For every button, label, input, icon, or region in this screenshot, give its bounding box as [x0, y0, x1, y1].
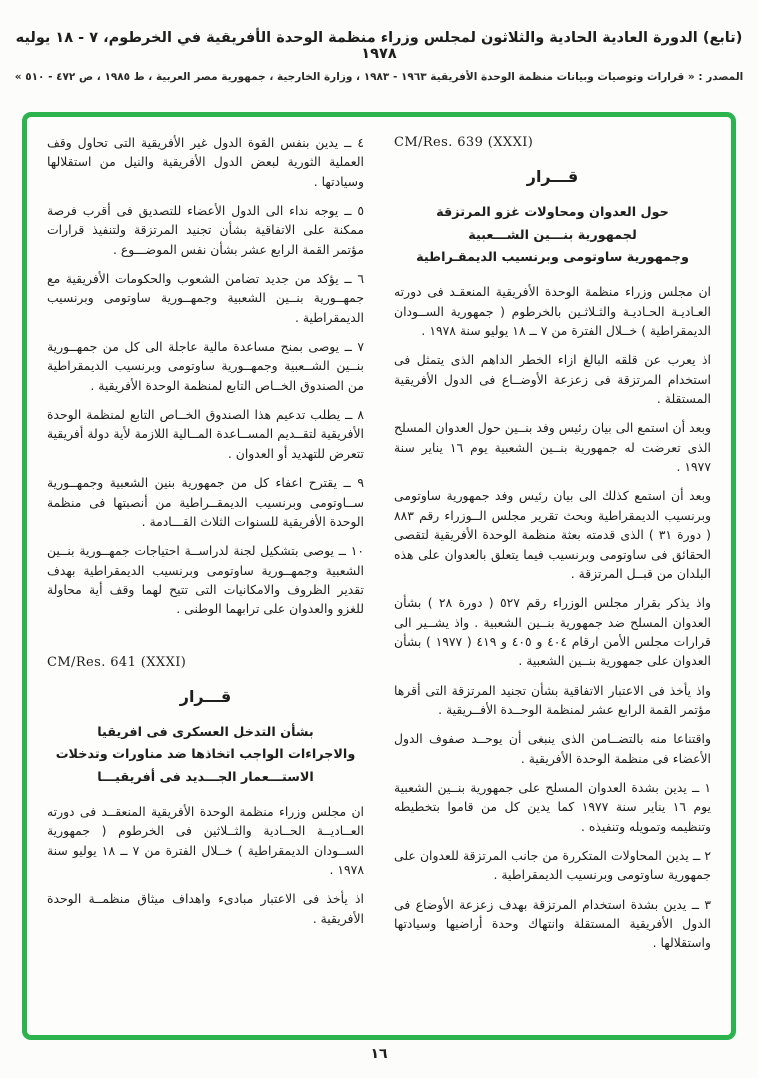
resolution-paragraph: واذ يذكر بقرار مجلس الوزراء رقم ٥٢٧ ( دورة ٢٨ ) بشأن العدوان المسلح ضد جمهورية بنــين الشعبية . واذ يشــير الى قرارات مجلس الأمن ارقام ٤٠٤ و ٤٠٥ و ٤١٩ ( ١٩٧٧ ) بشأن العدوان على جمهورية بنــين الشعبية .	[394, 595, 711, 669]
resolution-paragraph: وبعد أن استمع كذلك الى بيان رئيس وفد جمهورية ساوتومى وبرنسيب الديمقراطية وبحث تقرير مجلس الــوزراء رقم ٨٨٣ ( دورة ٣١ ) الذى قدمته بعثة منظمة الوحدة الأفريقية لتقصى الحقائق فى ساوتومى وبرنسيب فيما يتعلق بالعدوان على هذه البلدان من قبــل المرتزقة .	[394, 488, 711, 581]
resolution-paragraph: واقتناعا منه بالتضــامن الذى ينبغى أن يوحــد صفوف الدول الأعضاء فى منظمة الوحدة الأفريقية .	[394, 731, 711, 766]
resolution-title-line: بشأن التدخل العسكرى فى افريقيا	[97, 724, 314, 740]
resolution-title-line: حول العدوان ومحاولات غزو المرتزقة	[436, 205, 669, 221]
resolution-operative-item: ٧ ــ يوصى بمنح مساعدة مالية عاجلة الى كل من جمهــورية بنــين الشــعبية وجمهــورية ساوتومى وبرنسيب الديمقراطية من الصندوق الخــاص التابع لمنظمة الوحدة الأفريقية .	[47, 339, 364, 393]
resolution-ref-641: CM/Res. 641 (XXXI)	[47, 654, 187, 670]
resolution-639-heading: قـــرار	[526, 167, 579, 187]
resolution-title-line: الاستـــعمار الجـــديد فى أفريقيـــا	[97, 769, 314, 785]
column-left	[47, 133, 364, 1023]
resolution-title-line: لجمهورية بنـــين الشـــعبية	[468, 227, 637, 243]
column-right	[394, 133, 711, 1023]
page-number: ١٦	[370, 1046, 388, 1062]
resolution-paragraph: ان مجلس وزراء منظمة الوحدة الأفريقية المنعقــد فى دورته العــاديــة الحــادية والثــلاثين فى الخرطوم ( جمهورية الســودان الديمقراطية ) خــلال الفترة من ٧ ــ ١٨ يوليو سنة ١٩٧٨ .	[47, 803, 364, 877]
resolution-operative-item: ٦ ــ يؤكد من جديد تضامن الشعوب والحكومات الأفريقية مع جمهــورية بنــين الشعبية وجمهــورية ساوتومى وبرنسيب الديمقراطية .	[47, 271, 364, 325]
resolution-paragraph: واذ يأخذ فى الاعتبار الاتفاقية بشأن تجنيد المرتزقة التى أقرها مؤتمر القمة الرابع عشر لمنظمة الوحــدة الأفــريقية .	[394, 682, 711, 717]
resolution-operative-item: ٤ ــ يدين بنفس القوة الدول غير الأفريقية التى تحاول وقف العملية الثورية لبعض الدول الأفريقية والنيل من استقلالها وسيادتها .	[47, 135, 364, 189]
resolution-operative-item: ٢ ــ يدين المحاولات المتكررة من جانب المرتزقة للعدوان على جمهورية ساوتومى وبرنسيب الديمقراطية .	[394, 847, 711, 883]
resolution-title-line: وجمهورية ساوتومى وبرنسيب الديمقـراطية	[416, 250, 689, 265]
resolution-operative-item: ٨ ــ يطلب تدعيم هذا الصندوق الخــاص التابع لمنظمة الوحدة الأفريقية لتقــديم المســاعدة المــالية اللازمة لأية دولة أفريقية تتعرض للتهديد أو العدوان .	[47, 407, 364, 461]
resolution-639-title	[394, 202, 711, 269]
session-title: (تابع) الدورة العادية الحادية والثلاثون لمجلس وزراء منظمة الوحدة الأفريقية في الخرطوم، ٧ - ١٨ يوليه ١٩٧٨	[15, 30, 743, 62]
resolution-operative-item: ٣ ــ يدين بشدة استخدام المرتزقة بهدف زعزعة الأوضاع فى الدول الأفريقية المستقلة وانتهاك وحدة أراضيها وسيادتها واستقلالها .	[394, 896, 711, 951]
source-citation: المصدر : « قرارات وتوصيات وبيانات منظمة الوحدة الأفريقية ١٩٦٣ - ١٩٨٣ ، وزارة الخارجية ، جمهورية مصر العربية ، ط ١٩٨٥ ، ص ٤٧٢ - ٥١٠ »	[14, 71, 744, 83]
page-header	[0, 30, 758, 83]
resolution-title-line: والاجراءات الواجب اتخاذها ضد مناورات وتدخلات	[55, 747, 356, 763]
resolution-641-title	[47, 722, 364, 789]
resolution-paragraph: ان مجلس وزراء منظمة الوحدة الأفريقية المنعقـد فى دورته العـاديـة الحـاديـة والثـلاثـين بالخرطوم ( جمهورية الســودان الديمقراطية ) خــلال الفترة من ٧ ــ ١٨ يوليو سنة ١٩٧٨ .	[394, 284, 711, 339]
resolution-paragraph: وبعد أن استمع الى بيان رئيس وفد بنــين حول العدوان المسلح الذى تعرضت له جمهورية بنــين الشعبية يوم ١٦ يناير سنة ١٩٧٧ .	[394, 420, 711, 475]
resolution-operative-item: ٥ ــ يوجه نداء الى الدول الأعضاء للتصديق فى أقرب فرصة ممكنة على الاتفاقية بشأن تجنيد المرتزقة ولتنفيذ قرارات مؤتمر القمة الرابع عشر بشأن نفس الموضـــوع .	[47, 203, 364, 257]
resolution-paragraph: اذ يأخذ فى الاعتبار مبادىء واهداف ميثاق منظمــة الوحدة الأفريقية .	[47, 891, 364, 926]
two-column-layout	[47, 133, 711, 1023]
resolution-operative-item: ١ ــ يدين بشدة العدوان المسلح على جمهورية بنــين الشعبية يوم ١٦ يناير سنة ١٩٧٧ كما يدين كل من قاموا بتخطيطه وتنظيمه وتمويله وتنفيذه .	[394, 779, 711, 834]
content-frame	[22, 112, 736, 1040]
resolution-operative-item: ٩ ــ يقترح اعفاء كل من جمهورية بنين الشعبية وجمهــورية ســاوتومى وبرنسيب الديمقــراطية من أنصبتها فى منظمة الوحدة الأفريقية للسنوات الثلاث القـــادمة .	[47, 475, 364, 529]
resolution-641-heading: قـــرار	[179, 686, 232, 706]
resolution-operative-item: ١٠ ــ يوصى بتشكيل لجنة لدراســة احتياجات جمهــورية بنــين الشعبية وجمهــورية ساوتومى وبرنسيب الديمقراطية بهدف تقدير الظروف والامكانيات التى تتيح لهما وقف أية محاولة للغزو والعدوان على ترابهما الوطنى .	[47, 543, 364, 617]
resolution-paragraph: اذ يعرب عن قلقه البالغ ازاء الخطر الداهم الذى يتمثل فى استخدام المرتزقة فى زعزعة الأوضــاع فى الدول الأفريقية المستقلة .	[394, 352, 711, 407]
resolution-ref-639: CM/Res. 639 (XXXI)	[394, 135, 534, 150]
